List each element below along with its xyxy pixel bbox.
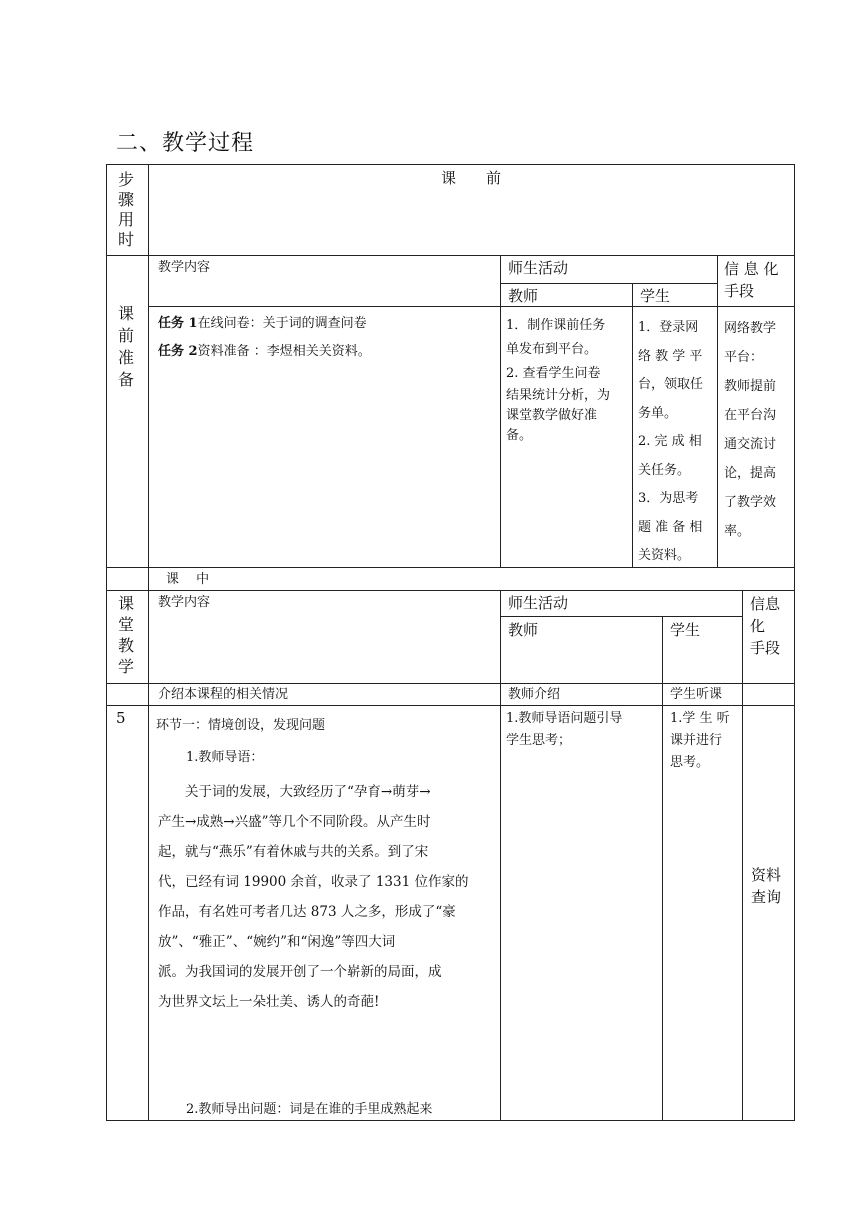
- intro-teacher: 教师介绍: [508, 687, 561, 702]
- text-line: 论，提高: [724, 466, 777, 481]
- segment-title: 环节一：情境创设，发现问题: [156, 718, 326, 733]
- label-char: 时: [117, 230, 134, 249]
- label-char: 课: [117, 594, 134, 613]
- segment-step-1: 1.教师导语：: [186, 750, 264, 765]
- row-line: [106, 590, 795, 591]
- column-header-content: 教学内容: [158, 260, 211, 275]
- task-2-text: 资料准备 ：李煜相关关资料。: [197, 344, 371, 359]
- text-line: 代，已经有词 19900 余首，收录了 1331 位作家的: [158, 874, 469, 890]
- text-line: 资料: [751, 866, 782, 884]
- pre-class-student-activity: [638, 314, 716, 571]
- page-heading: 二、教学过程: [116, 131, 255, 156]
- col-line: [632, 283, 633, 567]
- pre-class-side-label: [116, 303, 136, 391]
- col-line: [717, 255, 718, 567]
- step-time-label: [116, 170, 136, 250]
- text-line: 1．登录网: [638, 320, 699, 335]
- text-line: 在平台沟: [724, 408, 777, 423]
- in-class-side-label: [116, 593, 136, 677]
- table-border-right: [794, 164, 795, 1121]
- column-header-student: 学生: [670, 621, 701, 639]
- text-line: 台，领取任: [638, 377, 704, 392]
- col-line: [662, 616, 663, 1121]
- text-line: 思考。: [670, 755, 710, 770]
- text-line: 2. 查看学生问卷: [506, 366, 601, 381]
- segment-minutes: 5: [116, 709, 126, 727]
- col-line: [500, 590, 501, 1121]
- text-line: 平台：: [724, 350, 764, 365]
- pre-class-teacher-activity: [506, 314, 630, 446]
- text-line: 手段: [750, 639, 781, 657]
- task-1: [158, 314, 367, 334]
- label-char: 用: [117, 210, 134, 229]
- text-line: 网络教学: [724, 321, 777, 336]
- column-header-teacher: 教师: [508, 287, 539, 305]
- text-line: 派。为我国词的发展开创了一个崭新的局面，成: [158, 964, 442, 980]
- text-line: 作品，有名姓可考者几达 873 人之多，形成了“豪: [158, 904, 456, 920]
- col-line: [500, 255, 501, 567]
- column-header-info: [750, 593, 780, 659]
- text-line: 起，就与“燕乐”有着休戚与共的关系。到了宋: [158, 844, 429, 860]
- label-char: 前: [117, 326, 134, 345]
- text-line: 课并进行: [670, 733, 723, 748]
- task-1-label: 任务 1: [158, 316, 198, 331]
- text-line: 结果统计分析，为: [506, 388, 611, 403]
- text-line: 题 准 备 相: [638, 519, 703, 535]
- text-line: 关资料。: [638, 548, 691, 563]
- label-char: 课: [117, 304, 134, 323]
- column-header-teacher: 教师: [508, 621, 539, 639]
- task-2: [158, 342, 371, 362]
- task-2-label: 任务 2: [158, 344, 198, 359]
- text-line: 产生→成熟→兴盛”等几个不同阶段。从产生时: [158, 814, 431, 830]
- text-line: 备。: [506, 428, 533, 443]
- row-line: [106, 705, 795, 706]
- text-line: 关于词的发展，大致经历了“孕育→萌芽→: [185, 784, 431, 800]
- text-line: 务单。: [638, 405, 678, 421]
- table-border-bottom: [106, 1120, 795, 1121]
- text-line: 关任务。: [638, 462, 691, 478]
- label-char: 堂: [117, 615, 134, 634]
- col-line: [742, 590, 743, 1121]
- text-line: 通交流讨: [724, 437, 777, 452]
- column-header-activity: 师生活动: [508, 594, 569, 612]
- col-line: [148, 164, 149, 1121]
- text-line: 教师提前: [724, 379, 777, 394]
- text-line: 3．为思考: [638, 491, 699, 506]
- row-line: [106, 255, 795, 256]
- task-1-text: 在线问卷：关于词的调查问卷: [197, 316, 367, 331]
- text-line: 1.教师导语问题引导: [506, 711, 623, 726]
- column-header-student: 学生: [640, 287, 671, 305]
- text-line: 课堂教学做好准: [506, 408, 598, 423]
- text-line: 2. 完 成 相: [638, 434, 702, 449]
- row-line: [148, 306, 794, 307]
- label-char: 教: [117, 636, 134, 655]
- label-char: 步: [117, 170, 134, 189]
- row-line: [500, 283, 717, 284]
- text-line: 了教学效: [724, 495, 777, 510]
- text-line: 放”、“雅正”、“婉约”和“闲逸”等四大词: [158, 934, 396, 950]
- text-line: 信息: [750, 595, 781, 613]
- column-header-activity: 师生活动: [508, 259, 569, 277]
- segment-info-means: [751, 864, 781, 908]
- text-line: 单发布到平台。: [506, 342, 598, 357]
- text-line: 1.学 生 听: [670, 711, 730, 726]
- text-line: 查询: [751, 888, 782, 906]
- column-header-info: 信 息 化 手段: [724, 260, 779, 300]
- segment-step-2: 2.教师导出问题：词是在谁的手里成熟起来: [186, 1102, 433, 1117]
- table-border-left: [106, 164, 107, 1121]
- table-border-top: [106, 164, 795, 165]
- phase-title-in-class: 课 中: [166, 572, 210, 587]
- intro-content: 介绍本课程的相关情况: [158, 687, 289, 702]
- text-line: 化: [750, 617, 766, 635]
- label-char: 学: [117, 657, 134, 676]
- pre-class-info-means: [724, 314, 792, 546]
- label-char: 准: [117, 348, 134, 367]
- phase-title-before-class: 课 前: [440, 169, 501, 187]
- column-header-content: 教学内容: [158, 595, 211, 610]
- row-line: [500, 616, 742, 617]
- text-line: 1．制作课前任务: [506, 318, 606, 333]
- text-line: 率。: [724, 524, 751, 539]
- label-char: 骤: [117, 190, 134, 209]
- segment-student-activity: [670, 708, 740, 774]
- text-line: 学生思考；: [506, 733, 572, 748]
- segment-paragraph: [158, 777, 498, 1017]
- label-char: 备: [117, 370, 134, 389]
- text-line: 络 教 学 平: [638, 348, 703, 364]
- row-line: [106, 683, 795, 684]
- segment-teacher-activity: [506, 708, 660, 752]
- text-line: 为世界文坛上一朵壮美、诱人的奇葩!: [158, 994, 380, 1010]
- intro-student: 学生听课: [670, 687, 723, 702]
